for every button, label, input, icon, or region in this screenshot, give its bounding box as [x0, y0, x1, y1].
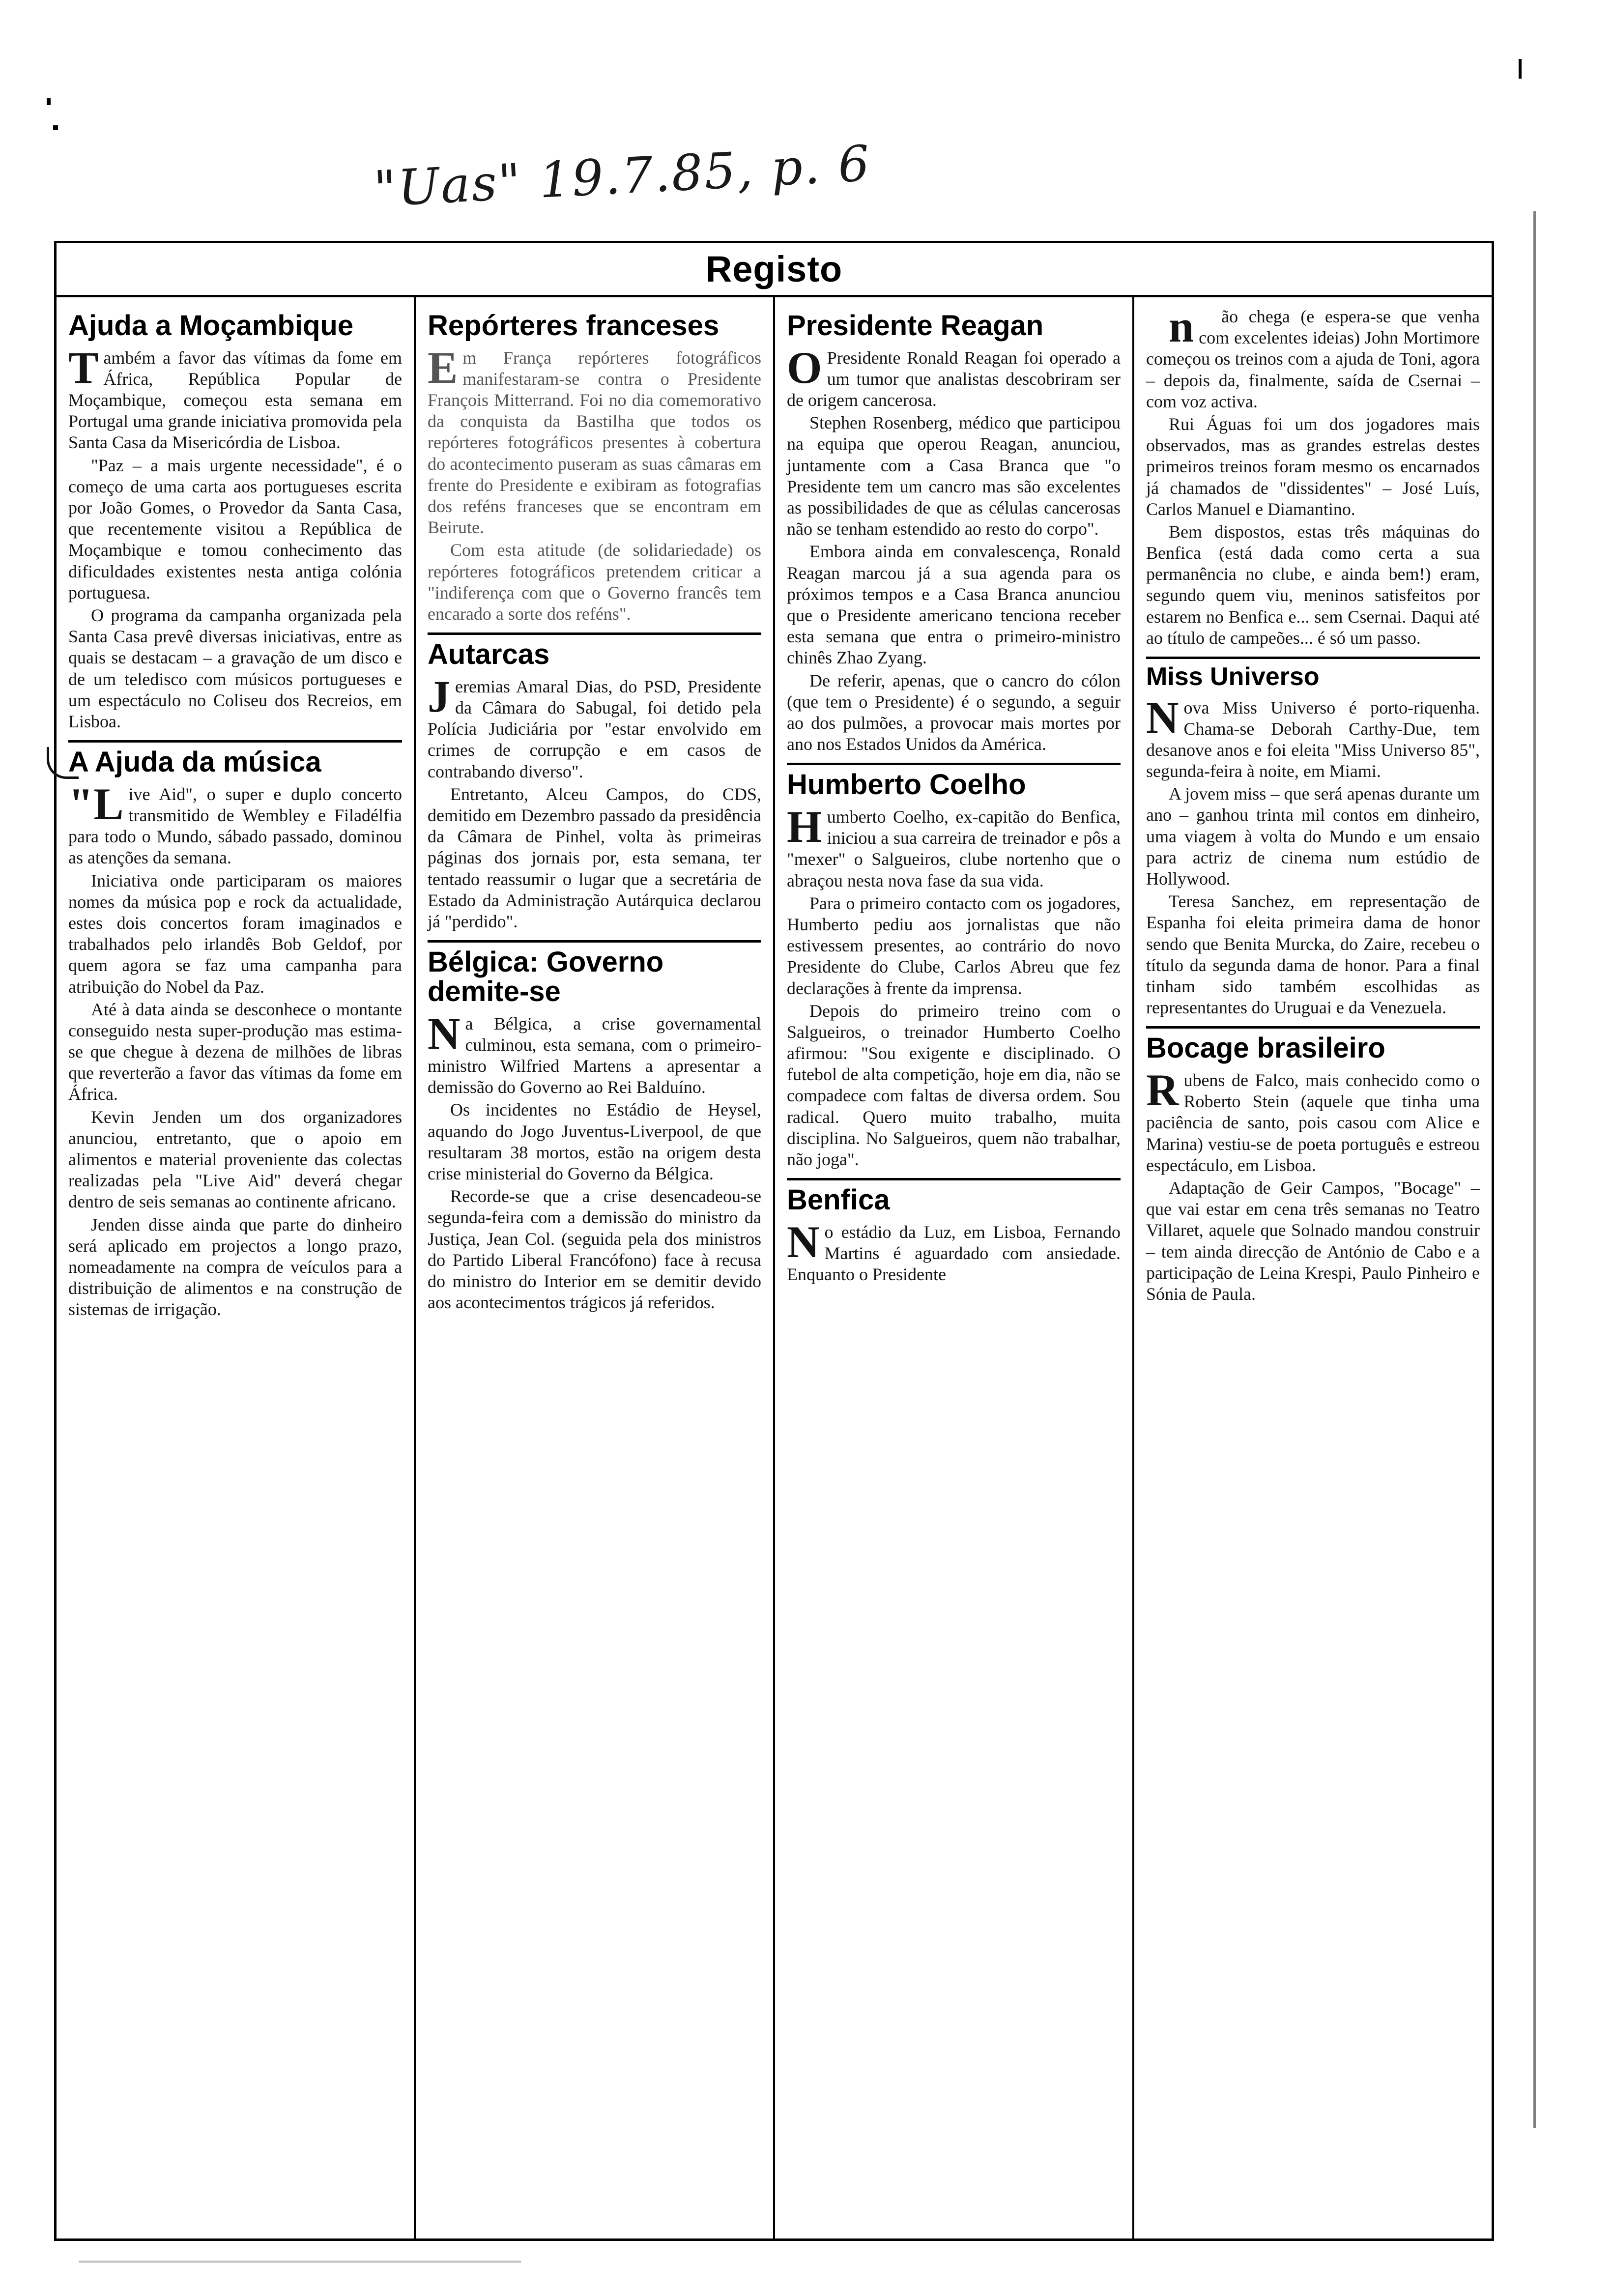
paragraph: "Paz – a mais urgente necessidade", é o começo de uma carta aos portugueses escrita por João Gomes, o Provedor da Santa Casa, que recentemente visitou a República de Moçambique e tomou conhecimento das dificuldades existentes nesta antiga colónia portuguesa. — [68, 455, 402, 603]
article-humberto-coelho — [787, 770, 1121, 1170]
pen-scribble-mark — [47, 747, 79, 779]
article-body — [787, 1216, 1121, 1286]
handwritten-annotation: "Uas" 19.7.85, p. 6 — [372, 134, 872, 218]
article-body — [1146, 301, 1480, 649]
paragraph: Até à data ainda se desconhece o montante conseguido nesta super-produção mas estima-se que chegue à dezena de milhões de libras que reverterão a favor das vítimas da fome em África. — [68, 999, 402, 1104]
article-body — [428, 342, 761, 625]
article-headline: Miss Universo — [1146, 662, 1320, 691]
article-presidente-reagan — [787, 311, 1121, 755]
paragraph: Os incidentes no Estádio de Heysel, aquando do Jogo Juventus-Liverpool, de que resultaram 38 mortos, estão na origem desta crise ministerial do Governo da Bélgica. — [428, 1100, 761, 1183]
paragraph: No estádio da Luz, em Lisboa, Fernando Martins é aguardado com ansiedade. Enquanto o Presidente — [787, 1216, 1121, 1285]
newspaper-page — [54, 241, 1494, 2241]
paragraph: Depois do primeiro treino com o Salgueiros, o treinador Humberto Coelho afirmou: "Sou exigente e disciplinado. O futebol de alta competição, hoje em dia, não se compadece com faltas de diversa ordem. Sou radical. Quero muito trabalho, muita disciplina. No Salgueiros, quem não trabalhar, não joga". — [787, 1001, 1121, 1170]
paragraph: Com esta atitude (de solidariedade) os repórteres fotográficos pretendem criticar a "indiferença com que o Governo francês tem encarado a sorte dos reféns". — [428, 540, 761, 624]
article-headline: Repórteres franceses — [428, 310, 720, 342]
column-3 — [775, 297, 1134, 2239]
scan-artifact-mark — [53, 125, 58, 130]
article-benfica — [787, 1185, 1121, 1285]
column-container — [57, 297, 1492, 2239]
paragraph: De referir, apenas, que o cancro do cólon (que tem o Presidente) é o segundo, a seguir ao dos pulmões, a provocar mais mortes por ano nos Estados Unidos da América. — [787, 670, 1121, 754]
paragraph: Recorde-se que a crise desencadeou-se segunda-feira com a demissão do ministro da Justiça, Jean Col. (seguida pela dos ministros do Partido Liberal Francófono) face à recusa do ministro do Interior em se demitir devido aos acontecimentos trágicos já referidos. — [428, 1186, 761, 1313]
scan-artifact-mark — [1519, 59, 1522, 79]
article-miss-universo — [1146, 664, 1480, 1018]
section-divider — [1146, 657, 1480, 659]
article-headline: Autarcas — [428, 638, 550, 671]
scan-artifact-mark — [1533, 211, 1536, 2128]
section-divider — [787, 763, 1121, 765]
paragraph: Kevin Jenden um dos organizadores anunciou, entretanto, que o apoio em alimentos e material proveniente das colectas realizadas pela "Live Aid" deverá chegar dentro de seis semanas ao continente africano. — [68, 1107, 402, 1212]
section-divider — [68, 740, 402, 743]
paragraph: Na Bélgica, a crise governamental culminou, esta semana, com o primeiro-ministro Wilfried Martens a apresentar a demissão do Governo ao Rei Balduíno. — [428, 1008, 761, 1097]
paragraph: Para o primeiro contacto com os jogadores, Humberto pediu aos jornalistas que não estivessem presentes, ao contrário do novo Presidente do Clube, Carlos Abreu que fez declarações à frente da imprensa. — [787, 893, 1121, 998]
masthead — [57, 243, 1492, 297]
paragraph: OPresidente Ronald Reagan foi operado a um tumor que analistas descobriram ser de origem cancerosa. — [787, 342, 1121, 410]
paragraph: Também a favor das vítimas da fome em África, República Popular de Moçambique, começou esta semana em Portugal uma grande iniciativa promovida pela Santa Casa da Misericórdia de Lisboa. — [68, 342, 402, 453]
column-2 — [416, 297, 775, 2239]
section-divider — [787, 1178, 1121, 1180]
article-bocage-brasileiro — [1146, 1033, 1480, 1305]
column-1 — [57, 297, 416, 2239]
scan-artifact-mark — [79, 2261, 521, 2263]
article-headline: Ajuda a Moçambique — [68, 310, 354, 342]
article-body — [68, 778, 402, 1320]
paragraph: não chega (e espera-se que venha com excelentes ideias) John Mortimore começou os treinos com a ajuda de Toni, agora – depois da, finalmente, saída de Csernai – com voz activa. — [1146, 301, 1480, 411]
article-headline: Humberto Coelho — [787, 769, 1026, 801]
paragraph: Jeremias Amaral Dias, do PSD, Presidente da Câmara do Sabugal, foi detido pela Polícia Judiciária por "estar envolvido em crimes de corrupção e em casos de contrabando diverso". — [428, 671, 761, 781]
article-reporteres-franceses — [428, 311, 761, 625]
paragraph: Entretanto, Alceu Campos, do CDS, demitido em Dezembro passado da presidência da Câmara de Pinhel, volta às primeiras páginas dos jornais por, esta semana, ter tentado reassumir o lugar que a secretária de Estado da Administração Autárquica declarou já "perdido". — [428, 784, 761, 931]
paragraph: Bem dispostos, estas três máquinas do Benfica (está dada como certa a sua permanência no clube, e ainda bem!) eram, segundo quem viu, meninos satisfeitos por estarem no Benfica e... sem Csernai. Daqui até ao título de campeões... é só um passo. — [1146, 521, 1480, 648]
paragraph: Em França repórteres fotográficos manifestaram-se contra o Presidente François Mitterrand. Foi no dia comemorativo da conquista da Bastilha que todos os repórteres fotográficos presentes à cobertura do acontecimento puseram as suas câmaras em frente do Presidente e exibiram as fotografias dos reféns franceses que se encontram em Beirute. — [428, 342, 761, 538]
section-divider — [428, 632, 761, 635]
paragraph: Stephen Rosenberg, médico que participou na equipa que operou Reagan, anunciou, juntamente com a Casa Branca que "o Presidente tem um cancro mas são excelentes as possibilidades de que as células cancerosas não se tenham estendido ao resto do corpo". — [787, 413, 1121, 539]
article-body — [428, 1008, 761, 1314]
paragraph: Jenden disse ainda que parte do dinheiro será aplicado em projectos a longo prazo, nomeadamente na compra de veículos para a distribuição de alimentos e na construção de sistemas de irrigação. — [68, 1214, 402, 1320]
paragraph: Teresa Sanchez, em representação de Espanha foi eleita primeira dama de honor sendo que Benita Murcka, do Zaire, recebeu o título da segunda dama de honor. Para a final tinham sido também escolhidas as representantes do Uruguai e da Venezuela. — [1146, 891, 1480, 1018]
masthead-title: Registo — [705, 249, 843, 289]
article-body — [428, 671, 761, 932]
article-body — [787, 802, 1121, 1170]
section-divider — [1146, 1026, 1480, 1029]
article-headline: Bocage brasileiro — [1146, 1032, 1385, 1064]
paragraph: Iniciativa onde participaram os maiores nomes da música pop e rock da actualidade, estes dois concertos foram imaginados e trabalhados pelo irlandês Bob Geldof, por quem agora se faz uma campanha para atribuição do Nobel da Paz. — [68, 870, 402, 997]
paragraph: Nova Miss Universo é porto-riquenha. Chama-se Deborah Carthy-Due, tem desanove anos e foi eleita "Miss Universo 85", segunda-feira à noite, em Miami. — [1146, 692, 1480, 781]
paragraph: Rubens de Falco, mais conhecido como o Roberto Stein (aquele que tinha uma paciência de santo, pois casou com Alice e Marina) vestiu-se de poeta português e estreou espectáculo, em Lisboa. — [1146, 1065, 1480, 1175]
article-body — [68, 342, 402, 732]
article-belgica-governo-demite-se — [428, 947, 761, 1313]
article-headline: Presidente Reagan — [787, 310, 1044, 342]
article-a-ajuda-da-musica — [68, 747, 402, 1320]
article-headline: A Ajuda da música — [68, 746, 321, 778]
column-4 — [1134, 297, 1492, 2239]
paragraph: Rui Águas foi um dos jogadores mais observados, mas as grandes estrelas destes primeiros treinos foram mesmo os encarnados já chamados de "dissidentes" – José Luís, Carlos Manuel e Diamantino. — [1146, 414, 1480, 519]
article-body — [787, 342, 1121, 755]
paragraph: "Live Aid", o super e duplo concerto transmitido de Wembley e Filadélfia para todo o Mundo, sábado passado, dominou as atenções da semana. — [68, 778, 402, 868]
article-autarcas — [428, 640, 761, 932]
paragraph: O programa da campanha organizada pela Santa Casa prevê diversas iniciativas, entre as quais se destacam – a gravação de um disco e de um teledisco com músicos portugueses e um espectáculo no Coliseu dos Recreios, em Lisboa. — [68, 605, 402, 731]
section-divider — [428, 940, 761, 943]
article-body — [1146, 1065, 1480, 1305]
article-body — [1146, 692, 1480, 1019]
article-headline: Benfica — [787, 1184, 890, 1216]
article-ajuda-a-mocambique — [68, 311, 402, 732]
scan-artifact-mark — [47, 98, 51, 105]
paragraph: A jovem miss – que será apenas durante um ano – ganhou trinta mil contos em dinheiro, uma viagem à volta do Mundo e um ensaio para actriz de cinema num estúdio de Hollywood. — [1146, 784, 1480, 889]
paragraph: Embora ainda em convalescença, Ronald Reagan marcou já a sua agenda para os próximos tempos e a Casa Branca anunciou que o Presidente americano tenciona receber esta semana que entra o primeiro-ministro chinês Zhao Zyang. — [787, 542, 1121, 668]
paragraph: Humberto Coelho, ex-capitão do Benfica, iniciou a sua carreira de treinador e pôs a "mexer" o Salgueiros, clube nortenho que o abraçou nesta nova fase da sua vida. — [787, 802, 1121, 890]
article-headline: Bélgica: Governo demite-se — [428, 946, 664, 1007]
paragraph: Adaptação de Geir Campos, "Bocage" – que vai estar em cena três semanas no Teatro Villaret, aquele que Solnado mandou construir – tem ainda direcção de António de Cabo e a participação de Leina Krespi, Paulo Pinheiro e Sónia de Paula. — [1146, 1178, 1480, 1304]
article-benfica-continued — [1146, 301, 1480, 649]
